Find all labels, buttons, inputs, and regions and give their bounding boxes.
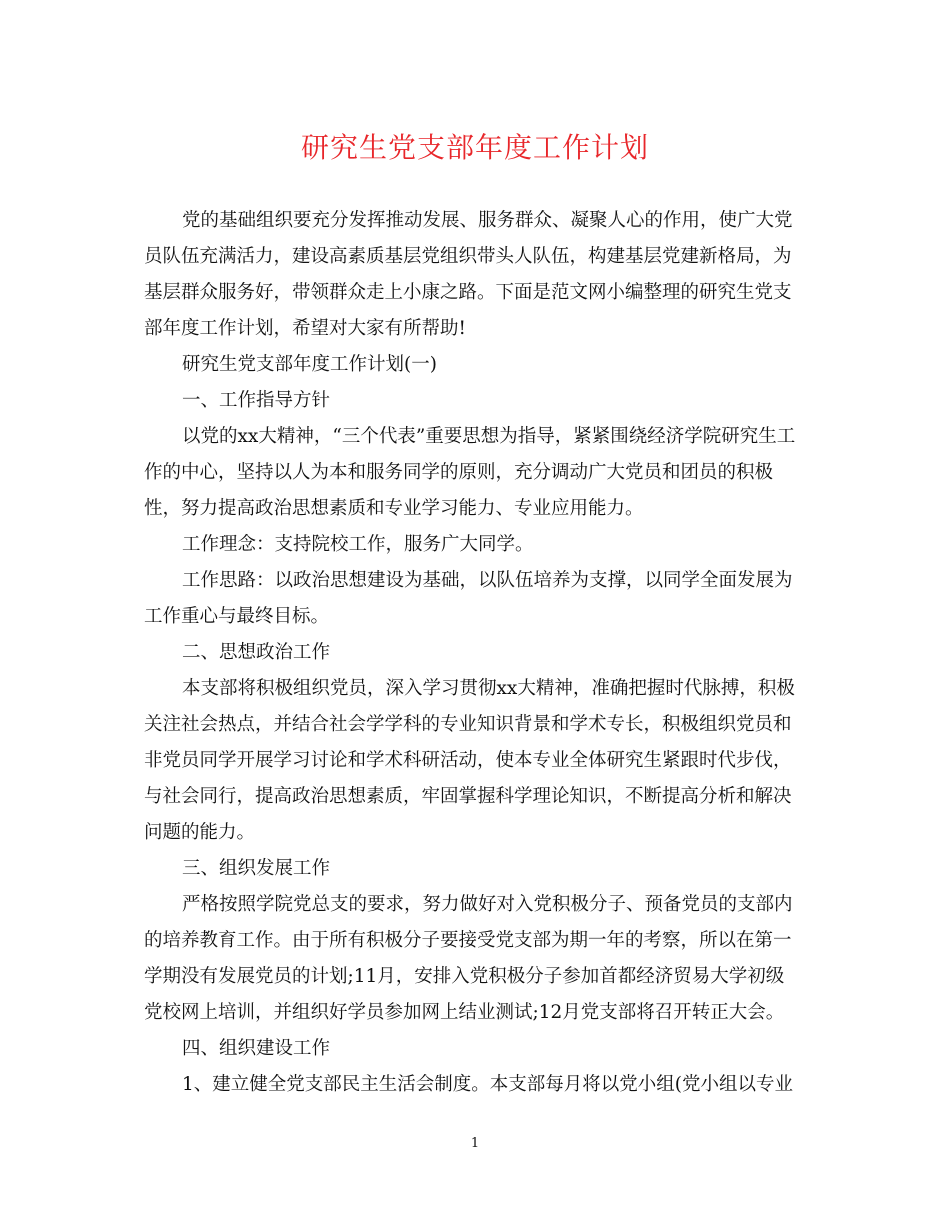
text-line: 工作思路：以政治思想建设为基础，以队伍培养为支撑，以同学全面发展为 [182, 570, 793, 591]
document-title: 研究生党支部年度工作计划 [300, 131, 649, 164]
text-line: 党校网上培训，并组织好学员参加网上结业测试;12月党支部将召开转正大会。 [144, 1002, 785, 1023]
text-line: 作的中心，坚持以人为本和服务同学的原则，充分调动广大党员和团员的积极 [144, 462, 774, 483]
text-line: 部年度工作计划，希望对大家有所帮助! [144, 318, 466, 339]
text-line: 二、思想政治工作 [182, 642, 331, 663]
text-line: 工作理念：支持院校工作，服务广大同学。 [182, 534, 534, 555]
page-number: 1 [470, 1136, 480, 1151]
text-line: 党的基础组织要充分发挥推动发展、服务群众、凝聚人心的作用，使广大党 [182, 210, 793, 231]
text-line: 本支部将积极组织党员，深入学习贯彻xx大精神，准确把握时代脉搏，积极 [182, 678, 795, 699]
document-body [144, 203, 806, 1103]
text-line: 的培养教育工作。由于所有积极分子要接受党支部为期一年的考察，所以在第一 [144, 930, 792, 951]
text-line: 1、建立健全党支部民主生活会制度。本支部每月将以党小组(党小组以专业 [182, 1074, 793, 1095]
text-line: 非党员同学开展学习讨论和学术科研活动，使本专业全体研究生紧跟时代步伐， [144, 750, 792, 771]
text-line: 一、工作指导方针 [182, 390, 331, 411]
text-line: 严格按照学院党总支的要求，努力做好对入党积极分子、预备党员的支部内 [182, 894, 793, 915]
text-line: 学期没有发展党员的计划;11月，安排入党积极分子参加首都经济贸易大学初级 [144, 966, 785, 987]
text-line: 关注社会热点，并结合社会学学科的专业知识背景和学术专长，积极组织党员和 [144, 714, 792, 735]
text-line: 工作重心与最终目标。 [144, 606, 330, 627]
text-line: 基层群众服务好，带领群众走上小康之路。下面是范文网小编整理的研究生党支 [144, 282, 792, 303]
text-line: 以党的xx大精神，“三个代表”重要思想为指导，紧紧围绕经济学院研究生工 [182, 426, 796, 447]
text-line: 员队伍充满活力，建设高素质基层党组织带头人队伍，构建基层党建新格局，为 [144, 246, 792, 267]
text-line: 研究生党支部年度工作计划(一) [182, 354, 437, 375]
text-line: 问题的能力。 [144, 822, 256, 843]
text-line: 四、组织建设工作 [182, 1038, 331, 1059]
text-line: 性，努力提高政治思想素质和专业学习能力、专业应用能力。 [144, 498, 644, 519]
text-line: 与社会同行，提高政治思想素质，牢固掌握科学理论知识，不断提高分析和解决 [144, 786, 792, 807]
text-line: 三、组织发展工作 [182, 858, 331, 879]
